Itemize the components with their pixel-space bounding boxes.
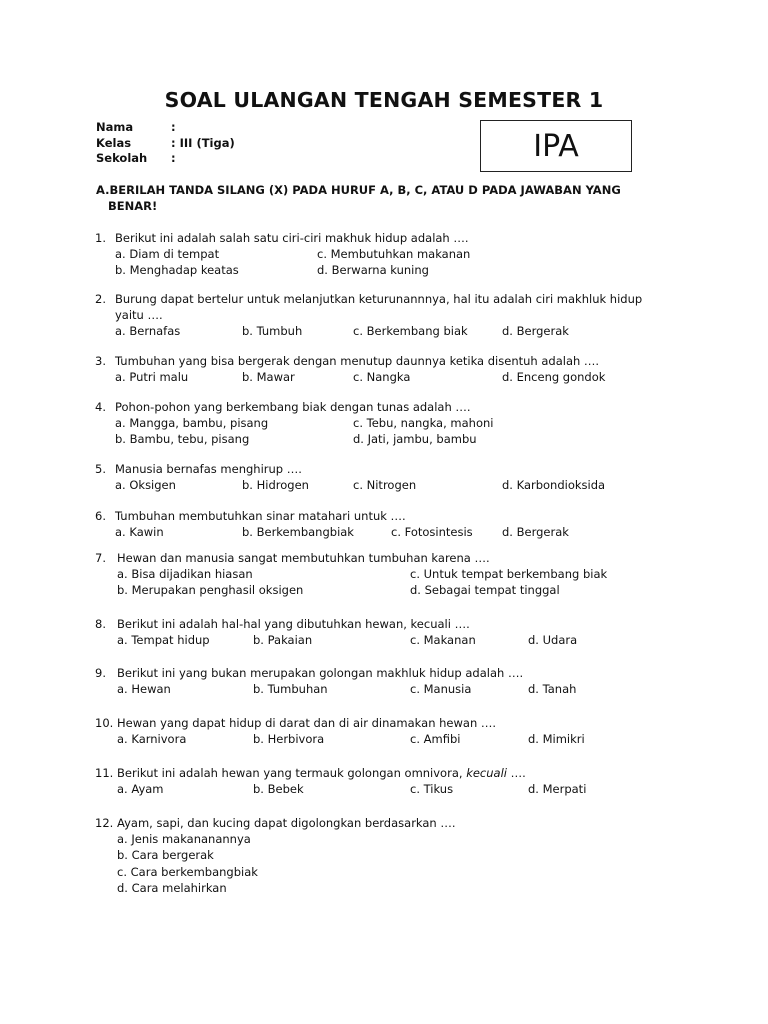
question-number: 8. (95, 617, 106, 631)
question-text: Ayam, sapi, dan kucing dapat digolongkan berdasarkan …. (117, 816, 456, 830)
info-value: : (171, 120, 176, 134)
info-label: Sekolah (96, 151, 148, 165)
option-a: a. Karnivora (117, 732, 187, 747)
option-c: c. Amfibi (410, 732, 461, 747)
option-d: d. Enceng gondok (502, 370, 606, 385)
option-d: d. Udara (528, 633, 578, 648)
question-text: Tumbuhan membutuhkan sinar matahari untuk …. (115, 509, 406, 523)
option-c: c. Manusia (410, 682, 472, 697)
option-d: d. Tanah (528, 682, 577, 697)
question-number: 10. (95, 716, 114, 730)
question-text: Hewan yang dapat hidup di darat dan di air dinamakan hewan …. (117, 716, 497, 730)
option-d: d. Mimikri (528, 732, 585, 747)
option-c: c. Makanan (410, 633, 476, 648)
info-label: Kelas (96, 135, 132, 150)
option-a: a. Hewan (117, 682, 171, 697)
option-a: a. Mangga, bambu, pisang (115, 416, 269, 431)
option-d: d. Jati, jambu, bambu (353, 432, 477, 447)
question-text-tail: …. (510, 766, 526, 780)
question-text: Hewan dan manusia sangat membutuhkan tumbuhan karena …. (117, 551, 490, 565)
info-value: : (171, 151, 176, 165)
question-number: 2. (95, 292, 106, 306)
option-c: c. Cara berkembangbiak (117, 864, 258, 879)
question-text: Pohon-pohon yang berkembang biak dengan tunas adalah …. (115, 400, 471, 414)
subject-box (480, 120, 632, 172)
option-c: c. Nitrogen (353, 478, 417, 493)
option-c: c. Tebu, nangka, mahoni (353, 416, 494, 431)
option-c: c. Tikus (410, 782, 454, 797)
option-b: b. Cara bergerak (117, 848, 214, 863)
page-title: SOAL ULANGAN TENGAH SEMESTER 1 (164, 88, 604, 112)
option-a: a. Diam di tempat (115, 247, 220, 262)
option-b: b. Bambu, tebu, pisang (115, 432, 250, 447)
info-row-kelas (96, 136, 235, 152)
option-a: a. Putri malu (115, 370, 189, 385)
student-info (96, 120, 235, 167)
info-label: Nama (96, 120, 134, 134)
question-number: 11. (95, 766, 114, 780)
question-number: 12. (95, 816, 114, 830)
question-number: 3. (95, 354, 106, 368)
question-text-main: Berikut ini adalah hewan yang termauk golongan omnivora, (117, 766, 463, 780)
option-b: b. Tumbuh (242, 324, 303, 339)
option-c: c. Fotosintesis (391, 525, 473, 540)
option-d: d. Karbondioksida (502, 478, 606, 493)
option-b: b. Hidrogen (242, 478, 309, 493)
question-text: Berikut ini adalah salah satu ciri-ciri makhuk hidup adalah …. (115, 231, 469, 245)
question-number: 5. (95, 462, 106, 476)
option-d: d. Sebagai tempat tinggal (410, 583, 560, 598)
option-b: b. Herbivora (253, 732, 325, 747)
option-a: a. Bisa dijadikan hiasan (117, 567, 253, 582)
subject-label: IPA (533, 128, 579, 164)
option-c: c. Berkembang biak (353, 324, 468, 339)
question-text: Burung dapat bertelur untuk melanjutkan keturunannnya, hal itu adalah ciri makhluk hidup (115, 292, 643, 306)
question-number: 1. (95, 231, 106, 245)
option-a: a. Ayam (117, 782, 164, 797)
instruction-line-1: A.BERILAH TANDA SILANG (X) PADA HURUF A, B, C, ATAU D PADA JAWABAN YANG (96, 183, 621, 197)
question-text-italic: kecuali (466, 766, 507, 780)
option-a: a. Oksigen (115, 478, 176, 493)
option-b: b. Menghadap keatas (115, 263, 239, 278)
info-value: : III (Tiga) (171, 135, 235, 150)
option-d: d. Bergerak (502, 324, 569, 339)
question-number: 9. (95, 666, 106, 680)
option-a: a. Kawin (115, 525, 164, 540)
question-number: 4. (95, 400, 106, 414)
section-instruction (96, 182, 636, 214)
option-d: d. Berwarna kuning (317, 263, 429, 278)
question-text: Berikut ini adalah hal-hal yang dibutuhkan hewan, kecuali …. (117, 617, 470, 631)
question-text (117, 765, 526, 781)
option-c: c. Nangka (353, 370, 411, 385)
question-number: 7. (95, 551, 106, 565)
question-text: Berikut ini yang bukan merupakan golongan makhluk hidup adalah …. (117, 666, 524, 680)
option-b: b. Berkembangbiak (242, 525, 354, 540)
option-b: b. Pakaian (253, 633, 313, 648)
option-d: d. Merpati (528, 782, 587, 797)
question-text: Tumbuhan yang bisa bergerak dengan menutup daunnya ketika disentuh adalah …. (115, 354, 600, 368)
option-a: a. Bernafas (115, 324, 181, 339)
option-d: d. Bergerak (502, 525, 569, 540)
option-b: b. Mawar (242, 370, 295, 385)
question-text-cont: yaitu …. (115, 308, 163, 323)
info-row-sekolah (96, 151, 235, 167)
question-text: Manusia bernafas menghirup …. (115, 462, 302, 476)
option-d: d. Cara melahirkan (117, 880, 227, 895)
question-number: 6. (95, 509, 106, 523)
option-c: c. Untuk tempat berkembang biak (410, 567, 608, 582)
option-c: c. Membutuhkan makanan (317, 247, 471, 262)
option-a: a. Tempat hidup (117, 633, 210, 648)
option-a: a. Jenis makananannya (117, 832, 251, 847)
option-b: b. Merupakan penghasil oksigen (117, 583, 304, 598)
option-b: b. Bebek (253, 782, 304, 797)
info-row-nama (96, 120, 235, 136)
instruction-line-2: BENAR! (108, 199, 158, 213)
option-b: b. Tumbuhan (253, 682, 328, 697)
